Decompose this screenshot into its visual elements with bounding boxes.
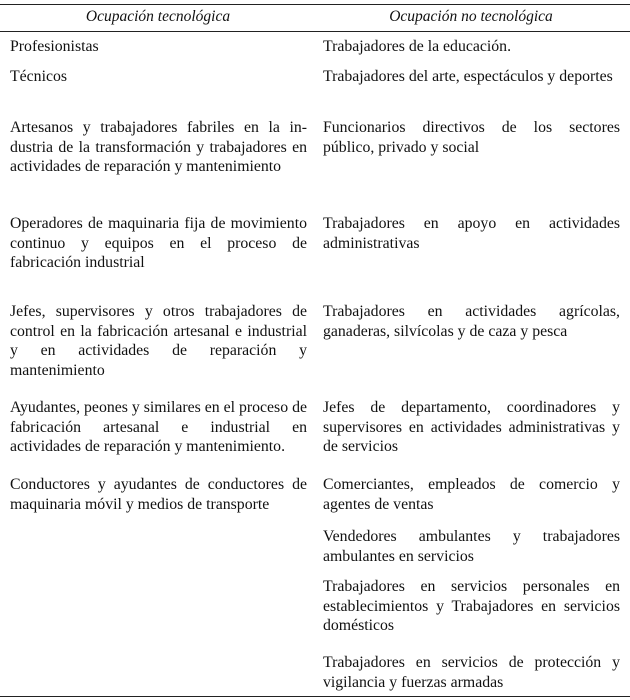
nontech-cell: Trabajadores en apoyo en actividades administrativas <box>323 215 620 252</box>
tech-cell: Técnicos <box>10 68 68 85</box>
tech-cell: Jefes, supervisores y otros trabajadores de control en la fabricación artesanal e industrial y en actividades de reparación y mantenimiento <box>10 303 307 379</box>
nontech-cell: Vendedores ambulantes y trabajadores ambulantes en servicios <box>323 528 620 565</box>
nontech-cell: Comerciantes, empleados de comercio y agentes de ventas <box>323 476 620 513</box>
tech-cell: Ayudantes, peones y similares en el proceso de fabricación artesanal e industrial en actividades de reparación y mantenimiento. <box>10 399 307 455</box>
tech-cell: Profesionistas <box>10 38 99 55</box>
tech-cell: Conductores y ayudantes de conductores de maquinaria móvil y medios de transporte <box>10 476 307 513</box>
header-tech: Ocupación tecnológica <box>85 8 231 25</box>
nontech-cell: Jefes de departamento, coordinadores y supervisores en actividades administrativas y de servicios <box>323 399 620 455</box>
nontech-cell: Trabajadores del arte, espectáculos y deportes <box>323 68 613 85</box>
header-rule <box>0 31 630 32</box>
tech-cell: Operadores de maquinaria fija de movimiento continuo y equipos en el proceso de fabricación industrial <box>10 215 307 271</box>
nontech-cell: Trabajadores de la educación. <box>323 38 512 55</box>
table-bottom-rule <box>0 696 630 697</box>
header-nontech: Ocupación no tecnológica <box>389 8 553 25</box>
nontech-cell: Trabajadores en actividades agrícolas, ganaderas, silvícolas y de caza y pesca <box>323 303 620 340</box>
nontech-cell: Funcionarios directivos de los sectores público, privado y social <box>323 119 620 156</box>
tech-cell: Artesanos y trabajadores fabriles en la industria de la transformación y trabajadores en actividades de reparación y mantenimiento <box>10 119 307 175</box>
nontech-cell: Trabajadores en servicios personales en establecimientos y Trabajadores en servicios domésticos <box>323 578 620 634</box>
nontech-cell: Trabajadores en servicios de protección y vigilancia y fuerzas armadas <box>323 654 620 691</box>
table-top-rule <box>0 4 630 5</box>
